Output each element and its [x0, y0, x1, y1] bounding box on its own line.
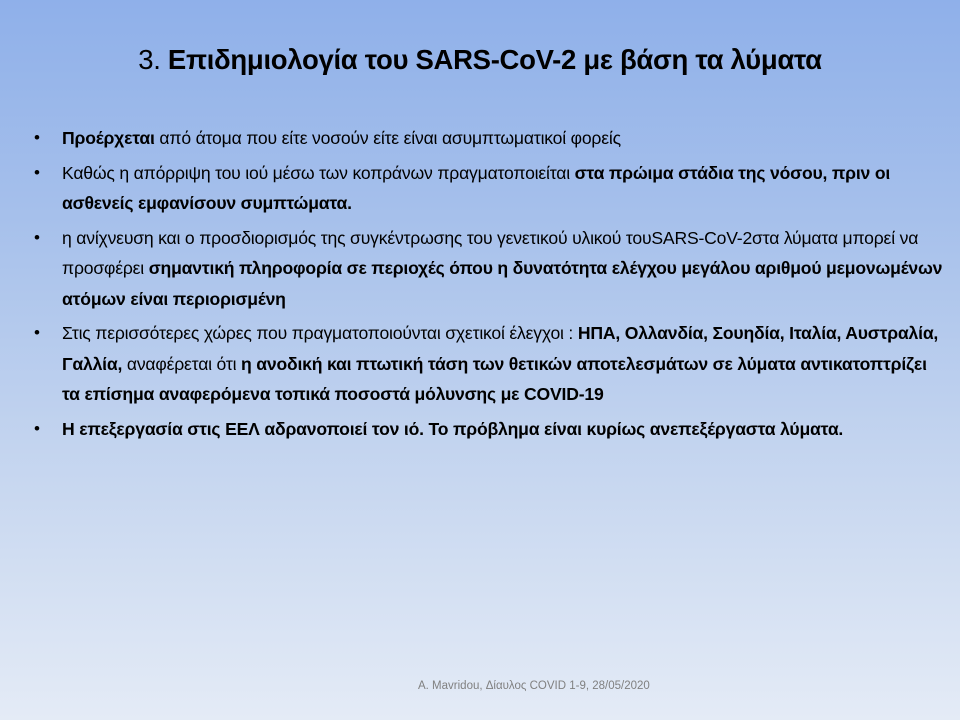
bullet-text: Στις περισσότερες χώρες που πραγματοποιούνται σχετικοί έλεγχοι :	[62, 323, 578, 343]
bullet-text: από άτομα που είτε νοσούν είτε είναι ασυμπτωματικοί φορείς	[154, 128, 621, 148]
bullet-item	[34, 318, 946, 410]
bullet-text: Καθώς η απόρριψη του ιού μέσω των κοπράνων πραγματοποιείται	[62, 162, 575, 183]
bullet-item	[34, 223, 946, 315]
bullet-text-bold: σημαντική πληροφορία σε περιοχές όπου η δυνατότητα ελέγχου μεγάλου αριθμού μεμονωμένων ατόμων είναι περιορισμένη	[62, 258, 943, 309]
bullet-item	[34, 123, 946, 154]
bullet-text-bold: Προέρχεται	[62, 128, 155, 148]
bullet-text-bold: ΗΠΑ, Ολλανδία, Σουηδία, Ιταλία, Αυστραλία, Γαλλία,	[62, 323, 939, 374]
title-number: 3.	[138, 44, 161, 75]
bullet-text-bold: Η επεξεργασία στις ΕΕΛ αδρανοποιεί τον ιό. Το πρόβλημα είναι κυρίως ανεπεξέργαστα λύματα.	[62, 418, 844, 439]
bullet-list	[34, 123, 946, 448]
bullet-text-bold: η ανοδική και πτωτική τάση των θετικών αποτελεσμάτων σε λύματα αντικατοπτρίζει τα επίσημα αναφερόμενα τοπικά ποσοστά μόλυνσης με COVID-19	[62, 353, 927, 404]
footer-credit: A. Mavridou, Δίαυλος COVID 1-9, 28/05/2020	[418, 680, 650, 692]
bullet-item	[34, 414, 946, 445]
bullet-item	[34, 158, 946, 219]
bullet-text-bold: στα πρώιμα στάδια της νόσου, πριν οι ασθενείς εμφανίσουν συμπτώματα.	[62, 162, 891, 213]
bullet-text: η ανίχνευση και ο προσδιορισμός της συγκέντρωσης του γενετικού υλικού τουSARS-CoV-2στα λύματα μπορεί να προσφέρει	[62, 227, 919, 278]
bullet-text: αναφέρεται ότι	[122, 353, 242, 374]
title-text: Επιδημιολογία του SARS-CoV-2 με βάση τα λύματα	[167, 44, 822, 75]
slide-title	[0, 40, 960, 80]
